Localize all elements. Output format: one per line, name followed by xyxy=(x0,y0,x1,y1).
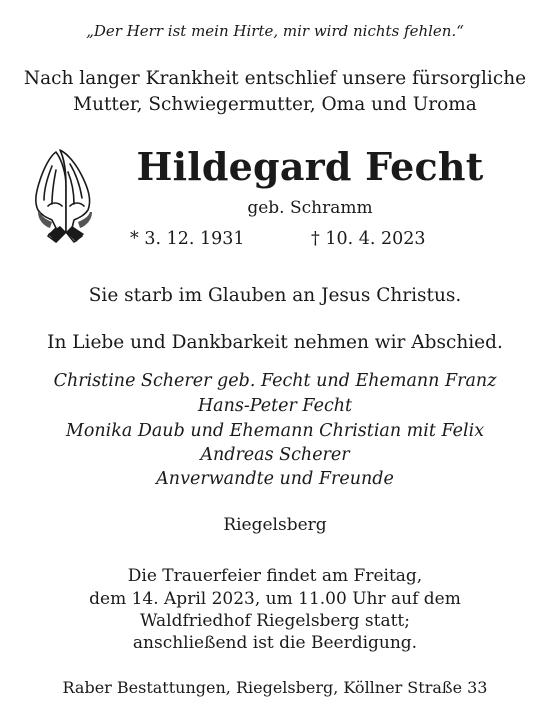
mourner-line: Christine Scherer geb. Fecht und Ehemann Franz xyxy=(53,371,497,391)
mourner-line: Hans-Peter Fecht xyxy=(197,396,353,416)
birth-name: geb. Schramm xyxy=(247,198,373,218)
place: Riegelsberg xyxy=(223,515,327,535)
birth-date: * 3. 12. 1931 xyxy=(130,229,245,249)
mourner-line: Anverwandte und Freunde xyxy=(156,469,394,489)
service-line: dem 14. April 2023, um 11.00 Uhr auf dem xyxy=(89,589,461,609)
intro-line-1: Nach langer Krankheit entschlief unsere fürsorgliche xyxy=(23,68,527,89)
service-line: Die Trauerfeier findet am Freitag, xyxy=(127,566,423,586)
deceased-name: Hildegard Fecht xyxy=(136,144,484,189)
service-line: anschließend ist die Beerdigung. xyxy=(132,633,418,653)
intro-line-2: Mutter, Schwiegermutter, Oma und Uroma xyxy=(73,94,477,115)
mourner-line: Andreas Scherer xyxy=(200,445,350,465)
bible-quote: „Der Herr ist mein Hirte, mir wird nichts fehlen.“ xyxy=(86,22,464,40)
mourner-line: Monika Daub und Ehemann Christian mit Felix xyxy=(65,421,485,441)
farewell-statement: In Liebe und Dankbarkeit nehmen wir Abschied. xyxy=(47,332,503,353)
faith-statement: Sie starb im Glauben an Jesus Christus. xyxy=(88,285,462,306)
undertaker-info: Raber Bestattungen, Riegelsberg, Köllner Straße 33 xyxy=(62,678,488,697)
service-line: Waldfriedhof Riegelsberg statt; xyxy=(140,611,410,631)
death-date: † 10. 4. 2023 xyxy=(311,229,426,249)
